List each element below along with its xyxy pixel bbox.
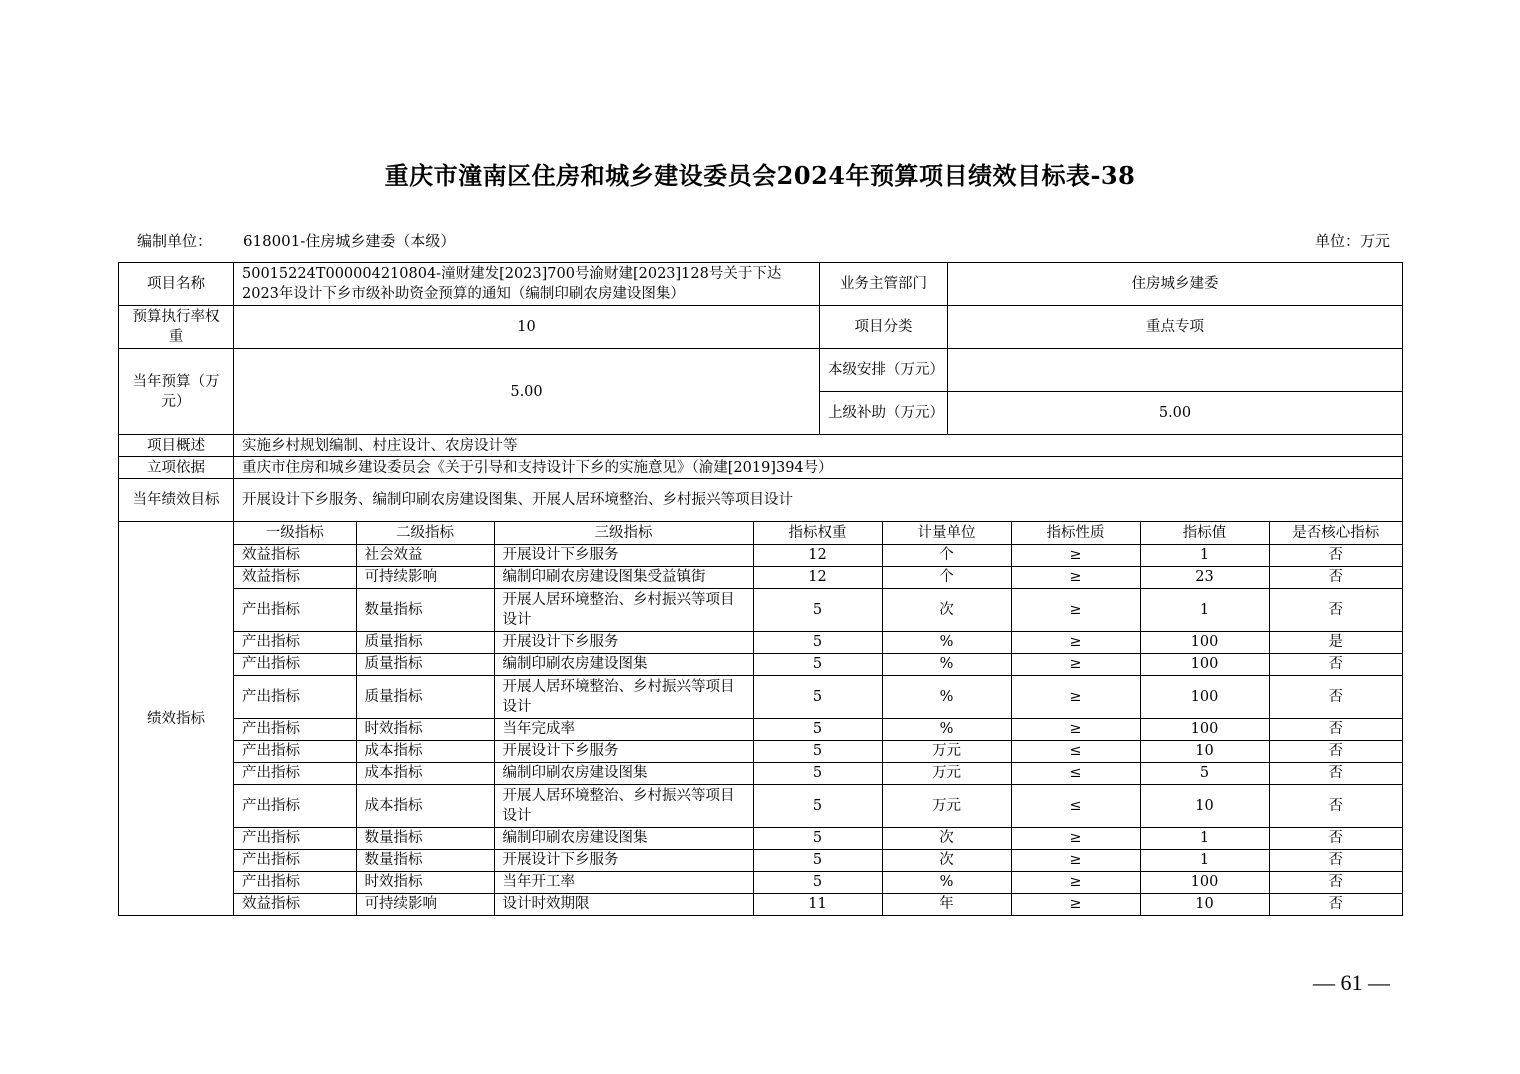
perf-cell-6: 100 [1140,675,1269,718]
perf-label: 绩效指标 [119,522,234,916]
page-title: 重庆市潼南区住房和城乡建设委员会2024年预算项目绩效目标表-38 [384,161,1136,190]
perf-cell-1: 数量指标 [356,849,494,871]
perf-cell-4: 次 [882,588,1011,631]
perf-cell-2: 当年开工率 [494,871,753,893]
perf-cell-6: 100 [1140,653,1269,675]
table-row [234,827,1402,849]
exec-weight-value: 10 [234,306,820,349]
perf-cell-7: 否 [1269,544,1402,566]
table-row [234,784,1402,827]
perf-cell-3: 5 [753,653,882,675]
perf-header-cell: 三级指标 [494,522,753,544]
perf-cell-6: 1 [1140,827,1269,849]
perf-header-cell: 二级指标 [356,522,494,544]
exec-weight-label: 预算执行率权重 [119,306,234,349]
perf-header-cell: 指标权重 [753,522,882,544]
local-label: 本级安排（万元） [820,349,948,392]
table-row [234,871,1402,893]
perf-cell-4: % [882,675,1011,718]
perf-cell-2: 编制印刷农房建设图集受益镇街 [494,566,753,588]
perf-cell-3: 5 [753,588,882,631]
perf-cell-3: 5 [753,718,882,740]
perf-header-cell: 一级指标 [234,522,356,544]
perf-cell-2: 编制印刷农房建设图集 [494,653,753,675]
table-row [234,740,1402,762]
table-row [234,718,1402,740]
perf-cell-3: 5 [753,849,882,871]
perf-cell-0: 产出指标 [234,871,356,893]
perf-cell-6: 10 [1140,893,1269,915]
perf-cell-4: % [882,871,1011,893]
project-name-label: 项目名称 [119,263,234,306]
perf-cell-6: 100 [1140,871,1269,893]
basis-label: 立项依据 [119,457,234,479]
basis-value: 重庆市住房和城乡建设委员会《关于引导和支持设计下乡的实施意见》（渝建[2019]394号） [234,457,1403,479]
perf-header-cell: 指标值 [1140,522,1269,544]
perf-cell-1: 质量指标 [356,675,494,718]
perf-cell-1: 可持续影响 [356,893,494,915]
perf-cell-2: 开展人居环境整治、乡村振兴等项目设计 [494,675,753,718]
dept-value: 住房城乡建委 [948,263,1403,306]
perf-cell-2: 开展人居环境整治、乡村振兴等项目设计 [494,784,753,827]
perf-cell-6: 1 [1140,544,1269,566]
perf-cell-2: 开展人居环境整治、乡村振兴等项目设计 [494,588,753,631]
project-name-value: 50015224T000004210804-潼财建发[2023]700号渝财建[2023]128号关于下达2023年设计下乡市级补助资金预算的通知（编制印刷农房建设图集） [234,263,820,306]
perf-cell-4: % [882,631,1011,653]
org-value: 618001-住房城乡建委（本级） [243,232,456,250]
table-row [234,653,1402,675]
perf-cell-6: 100 [1140,718,1269,740]
overview-label: 项目概述 [119,435,234,457]
perf-cell-7: 否 [1269,718,1402,740]
perf-cell-4: 年 [882,893,1011,915]
perf-cell-4: % [882,718,1011,740]
perf-cell-0: 产出指标 [234,588,356,631]
perf-cell-0: 产出指标 [234,718,356,740]
perf-cell-0: 效益指标 [234,893,356,915]
perf-cell-1: 可持续影响 [356,566,494,588]
perf-cell-1: 质量指标 [356,653,494,675]
perf-cell-3: 5 [753,631,882,653]
perf-cell-0: 产出指标 [234,631,356,653]
perf-cell-3: 5 [753,762,882,784]
table-row [234,893,1402,915]
perf-cell-4: 万元 [882,740,1011,762]
perf-cell-0: 产出指标 [234,675,356,718]
overview-value: 实施乡村规划编制、村庄设计、农房设计等 [234,435,1403,457]
perf-cell-0: 产出指标 [234,849,356,871]
perf-cell-6: 100 [1140,631,1269,653]
goal-value: 开展设计下乡服务、编制印刷农房建设图集、开展人居环境整治、乡村振兴等项目设计 [234,479,1403,522]
perf-cell-5: ≤ [1011,762,1140,784]
table-row [234,762,1402,784]
perf-header-cell: 指标性质 [1011,522,1140,544]
perf-cell-2: 编制印刷农房建设图集 [494,827,753,849]
table-row [234,544,1402,566]
perf-cell-3: 5 [753,675,882,718]
perf-cell-1: 数量指标 [356,588,494,631]
table-row [234,675,1402,718]
table-row [234,566,1402,588]
perf-cell-7: 否 [1269,653,1402,675]
perf-cell-1: 质量指标 [356,631,494,653]
perf-cell-5: ≥ [1011,893,1140,915]
category-label: 项目分类 [820,306,948,349]
table-row [234,849,1402,871]
perf-cell-2: 当年完成率 [494,718,753,740]
org-label: 编制单位： [137,232,213,250]
perf-cell-1: 社会效益 [356,544,494,566]
perf-cell-1: 成本指标 [356,784,494,827]
perf-cell-3: 5 [753,740,882,762]
perf-cell-6: 1 [1140,849,1269,871]
dept-label: 业务主管部门 [820,263,948,306]
perf-cell-5: ≤ [1011,740,1140,762]
perf-cell-7: 否 [1269,740,1402,762]
perf-cell-2: 开展设计下乡服务 [494,544,753,566]
perf-cell-7: 否 [1269,871,1402,893]
perf-indicator-table [234,522,1402,915]
budget-label: 当年预算（万元） [119,349,234,435]
perf-cell-7: 是 [1269,631,1402,653]
perf-cell-1: 成本指标 [356,762,494,784]
perf-cell-7: 否 [1269,893,1402,915]
perf-cell-3: 5 [753,827,882,849]
perf-cell-1: 数量指标 [356,827,494,849]
perf-cell-4: 万元 [882,762,1011,784]
perf-cell-6: 10 [1140,784,1269,827]
perf-cell-4: 次 [882,849,1011,871]
perf-cell-2: 开展设计下乡服务 [494,849,753,871]
perf-cell-0: 产出指标 [234,827,356,849]
perf-cell-4: 万元 [882,784,1011,827]
perf-cell-5: ≥ [1011,871,1140,893]
category-value: 重点专项 [948,306,1403,349]
perf-cell-7: 否 [1269,762,1402,784]
perf-cell-7: 否 [1269,849,1402,871]
perf-cell-5: ≥ [1011,675,1140,718]
perf-header-row [234,522,1402,544]
perf-cell-6: 23 [1140,566,1269,588]
local-value [948,349,1403,392]
perf-cell-5: ≥ [1011,849,1140,871]
perf-cell-0: 效益指标 [234,544,356,566]
perf-cell-2: 编制印刷农房建设图集 [494,762,753,784]
perf-cell-5: ≥ [1011,544,1140,566]
perf-cell-4: 个 [882,566,1011,588]
perf-cell-7: 否 [1269,566,1402,588]
perf-cell-3: 12 [753,566,882,588]
budget-value: 5.00 [234,349,820,435]
perf-cell-7: 否 [1269,827,1402,849]
perf-cell-1: 成本指标 [356,740,494,762]
performance-target-table [118,262,1403,916]
unit-label: 单位：万元 [1314,232,1390,250]
perf-cell-6: 5 [1140,762,1269,784]
perf-cell-5: ≥ [1011,566,1140,588]
perf-cell-4: % [882,653,1011,675]
table-row [234,631,1402,653]
perf-cell-5: ≥ [1011,653,1140,675]
perf-cell-2: 开展设计下乡服务 [494,631,753,653]
perf-cell-2: 开展设计下乡服务 [494,740,753,762]
perf-cell-7: 否 [1269,675,1402,718]
perf-cell-0: 效益指标 [234,566,356,588]
perf-cell-3: 5 [753,871,882,893]
upper-value: 5.00 [948,392,1403,435]
perf-cell-0: 产出指标 [234,784,356,827]
perf-cell-7: 否 [1269,588,1402,631]
perf-cell-1: 时效指标 [356,871,494,893]
table-row [234,588,1402,631]
perf-cell-5: ≥ [1011,718,1140,740]
perf-header-cell: 是否核心指标 [1269,522,1402,544]
perf-cell-1: 时效指标 [356,718,494,740]
perf-cell-3: 12 [753,544,882,566]
perf-cell-3: 11 [753,893,882,915]
perf-cell-2: 设计时效期限 [494,893,753,915]
perf-cell-0: 产出指标 [234,740,356,762]
perf-cell-7: 否 [1269,784,1402,827]
perf-cell [234,522,1403,916]
perf-cell-5: ≤ [1011,784,1140,827]
perf-cell-5: ≥ [1011,631,1140,653]
perf-cell-0: 产出指标 [234,653,356,675]
perf-cell-0: 产出指标 [234,762,356,784]
perf-cell-5: ≥ [1011,827,1140,849]
perf-cell-4: 次 [882,827,1011,849]
perf-cell-6: 1 [1140,588,1269,631]
goal-label: 当年绩效目标 [119,479,234,522]
perf-cell-6: 10 [1140,740,1269,762]
perf-cell-3: 5 [753,784,882,827]
page-number: — 61 — [1313,970,1390,995]
perf-cell-4: 个 [882,544,1011,566]
upper-label: 上级补助（万元） [820,392,948,435]
perf-header-cell: 计量单位 [882,522,1011,544]
perf-cell-5: ≥ [1011,588,1140,631]
